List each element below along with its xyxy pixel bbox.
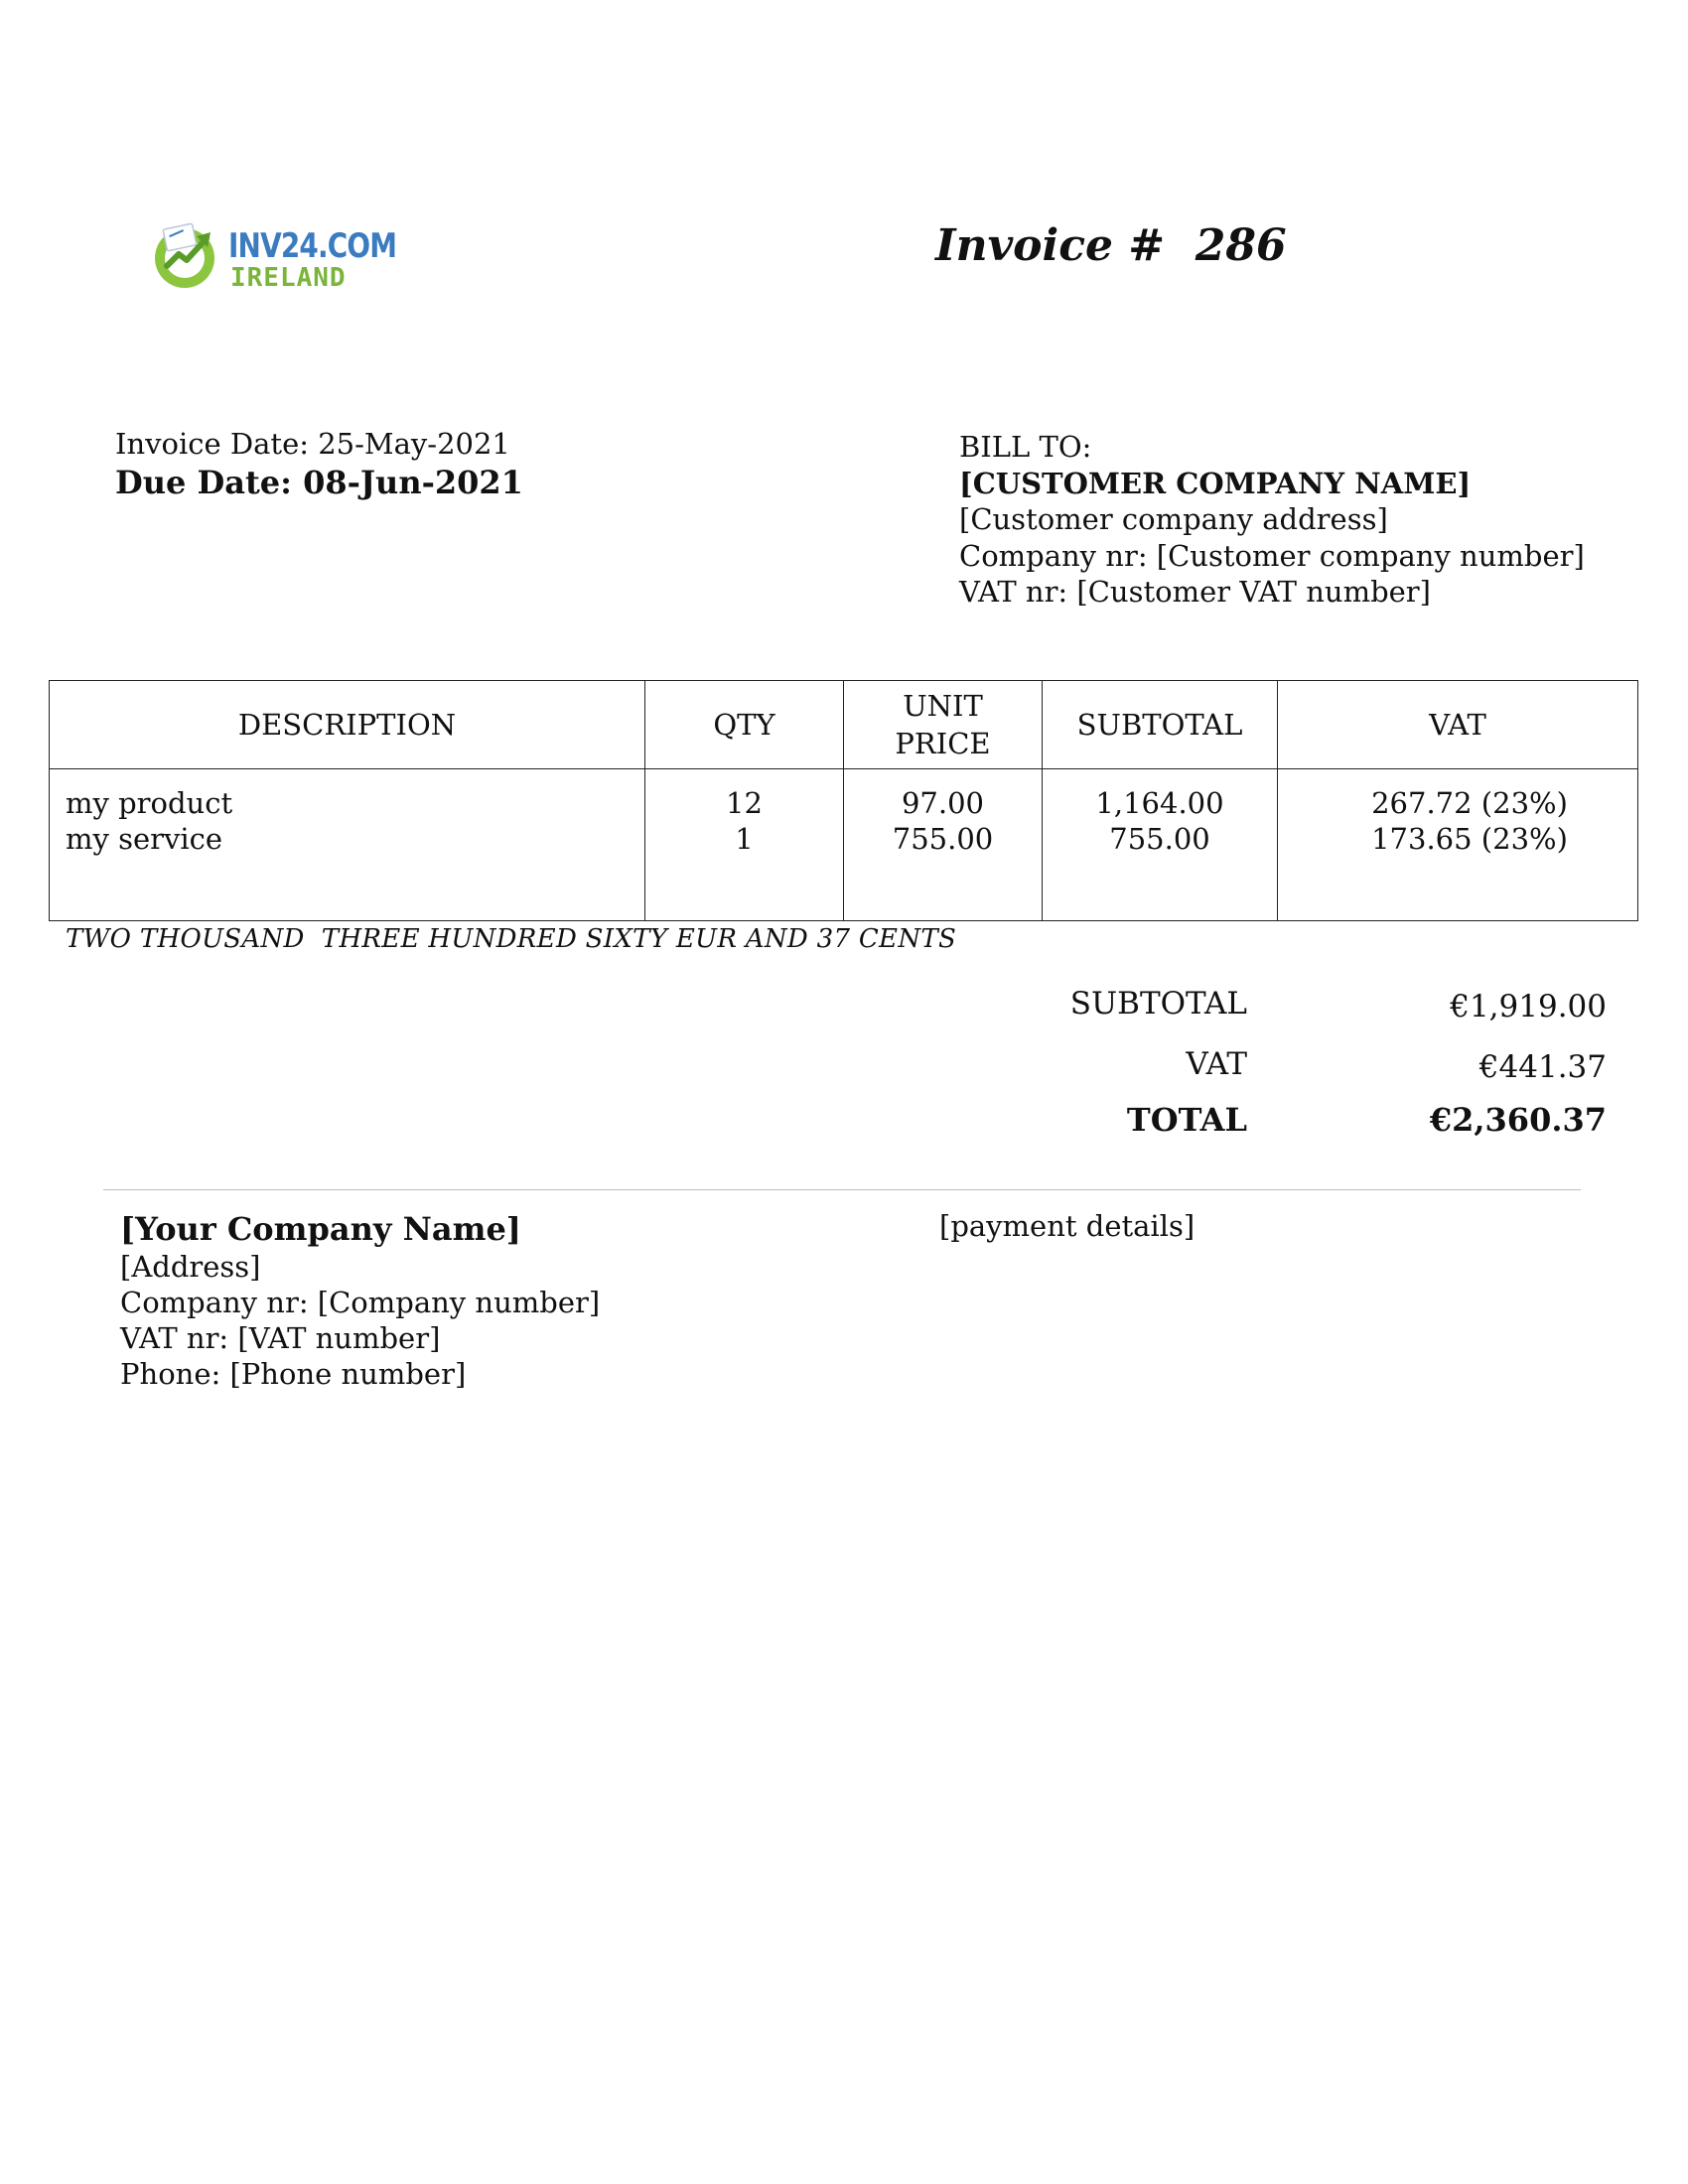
item-qty: 12 [726,786,763,820]
payment-details: [payment details] [939,1209,1196,1243]
item-subtotal: 755.00 [1109,822,1210,856]
checkmark-growth-arrow-icon [151,220,222,292]
seller-phone: Phone: [Phone number] [120,1357,467,1391]
table-row [50,769,1638,921]
logo-country: IRELAND [230,263,347,293]
seller-address: [Address] [120,1250,261,1284]
description-cell [50,769,645,921]
unit-price-cell [844,769,1043,921]
table-header-row [50,681,1638,769]
item-qty: 1 [735,822,754,856]
column-header-qty: QTY [645,681,844,769]
column-header-vat: VAT [1278,681,1638,769]
vat-label: VAT [1186,1046,1247,1082]
seller-company-name: [Your Company Name] [120,1210,521,1248]
column-header-subtotal: SUBTOTAL [1043,681,1278,769]
bill-to-block [959,429,1585,611]
line-items-table [49,680,1638,921]
subtotal-value: €1,919.00 [1450,989,1607,1024]
total-label: TOTAL [1126,1101,1247,1139]
item-vat: 267.72 (23%) [1371,786,1568,820]
vat-cell [1278,769,1638,921]
unit-price-header-line2: PRICE [895,727,991,760]
seller-info-block [120,1209,600,1392]
item-description: my service [66,822,223,856]
amount-in-words: TWO THOUSAND THREE HUNDRED SIXTY EUR AND 37 CENTS [66,924,957,954]
invoice-date: Invoice Date: 25-May-2021 [115,427,510,461]
column-header-description: DESCRIPTION [50,681,645,769]
invoice-title: Invoice # 286 [935,220,1287,271]
subtotal-label: SUBTOTAL [1069,986,1247,1022]
company-logo [151,220,397,298]
subtotal-cell [1043,769,1278,921]
footer-divider [103,1189,1581,1190]
due-date: Due Date: 08-Jun-2021 [115,464,523,501]
customer-company-name: [CUSTOMER COMPANY NAME] [959,466,1472,500]
seller-vat-number: VAT nr: [VAT number] [120,1321,441,1355]
column-header-unit-price [844,681,1043,769]
vat-value: €441.37 [1478,1049,1607,1085]
unit-price-header-line1: UNIT [903,689,983,723]
logo-wordmark: INV24.COM [228,226,397,266]
customer-vat-number: VAT nr: [Customer VAT number] [959,575,1431,609]
seller-company-number: Company nr: [Company number] [120,1286,601,1319]
item-subtotal: 1,164.00 [1095,786,1224,820]
item-unit-price: 755.00 [892,822,994,856]
qty-cell [645,769,844,921]
total-value: €2,360.37 [1429,1101,1607,1139]
item-vat: 173.65 (23%) [1371,822,1568,856]
customer-company-number: Company nr: [Customer company number] [959,538,1585,573]
bill-to-heading: BILL TO: [959,430,1092,464]
customer-address: [Customer company address] [959,502,1388,536]
item-description: my product [66,786,233,820]
item-unit-price: 97.00 [901,786,985,820]
